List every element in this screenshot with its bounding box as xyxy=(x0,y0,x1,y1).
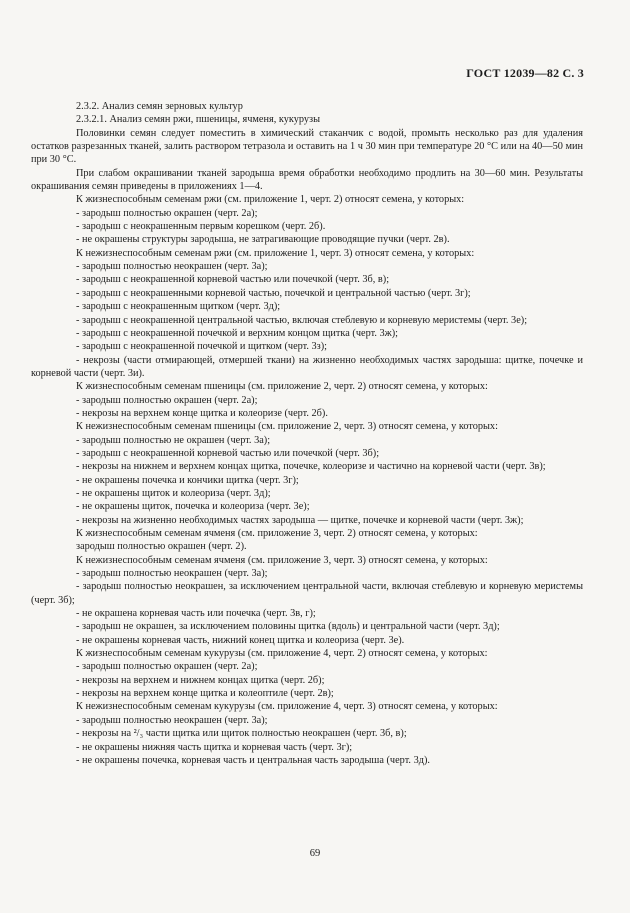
paragraph: - не окрашены почечка и кончики щитка (черт. 3г); xyxy=(76,474,299,486)
paragraph: - некрозы на верхнем конце щитка и колеоризе (черт. 2б). xyxy=(76,407,328,419)
section-subheading: 2.3.2.1. Анализ семян ржи, пшеницы, ячменя, кукурузы xyxy=(76,114,321,126)
paragraph: - зародыш полностью не окрашен (черт. 3а); xyxy=(76,434,271,446)
paragraph: - зародыш с неокрашенной корневой частью или почечкой (черт. 3б, в); xyxy=(76,274,390,286)
page-header: ГОСТ 12039—82 С. 3 xyxy=(466,66,584,80)
paragraph: - зародыш полностью неокрашен, за исключением центральной части, включая стеблевую и корневую меристемы (черт. 3б); xyxy=(31,581,583,606)
paragraph: - зародыш полностью неокрашен (черт. 3а); xyxy=(76,568,268,580)
paragraph: - зародыш с неокрашенной почечкой и верхним концом щитка (черт. 3ж); xyxy=(76,327,399,339)
paragraph: - некрозы на верхнем и нижнем концах щитка (черт. 2б); xyxy=(76,674,325,686)
paragraph: К жизнеспособным семенам пшеницы (см. приложение 2, черт. 2) относят семена, у которых: xyxy=(76,381,488,393)
paragraph: - зародыш не окрашен, за исключением половины щитка (вдоль) и центральной части (черт. 3д); xyxy=(76,621,500,633)
paragraph: - зародыш полностью окрашен (черт. 2а); xyxy=(76,394,258,406)
paragraph: Половинки семян следует поместить в химический стаканчик с водой, промыть несколько раз для удаления остатков разрезанных тканей, залить раствором тетразола и оставить на 1 ч 30 мин при температуре 20 °С или на 40—50 мин при 30 °С. xyxy=(31,127,583,166)
paragraph: - не окрашены нижняя часть щитка и корневая часть (черт. 3г); xyxy=(76,741,353,753)
paragraph: - зародыш с неокрашенным первым корешком (черт. 2б). xyxy=(76,221,326,233)
paragraph: К нежизнеспособным семенам ячменя (см. приложение 3, черт. 3) относят семена, у которых: xyxy=(76,554,488,566)
paragraph: - не окрашены щиток, почечка и колеориза (черт. 3е); xyxy=(76,501,310,513)
paragraph: - зародыш полностью неокрашен (черт. 3а); xyxy=(76,714,268,726)
paragraph: - не окрашены корневая часть, нижний конец щитка и колеориза (черт. 3е). xyxy=(76,634,405,646)
paragraph: - зародыш с неокрашенной почечкой и щитком (черт. 3з); xyxy=(76,341,328,353)
paragraph: - некрозы (части отмирающей, отмершей ткани) на жизненно необходимых частях зародыша: щитке, почечке и корневой части (черт. 3и). xyxy=(31,354,583,379)
paragraph: - зародыш с неокрашенной корневой частью или почечкой (черт. 3б); xyxy=(76,447,380,459)
page-number: 69 xyxy=(309,848,321,859)
paragraph: - зародыш с неокрашенной центральной частью, включая стеблевую и корневую меристемы (черт. 3е); xyxy=(76,314,528,326)
paragraph: - некрозы на жизненно необходимых частях зародыша — щитке, почечке и корневой части (черт. 3ж); xyxy=(76,514,524,526)
paragraph: зародыш полностью окрашен (черт. 2). xyxy=(76,541,247,553)
paragraph: К нежизнеспособным семенам кукурузы (см. приложение 4, черт. 3) относят семена, у которых: xyxy=(76,701,498,713)
paragraph: - зародыш с неокрашенными корневой частью, почечкой и центральной частью (черт. 3г); xyxy=(76,287,471,299)
paragraph: - некрозы на верхнем конце щитка и колеоптиле (черт. 2в); xyxy=(76,688,334,700)
section-heading: 2.3.2. Анализ семян зерновых культур xyxy=(76,101,243,112)
paragraph: К нежизнеспособным семенам ржи (см. приложение 1, черт. 3) относят семена, у которых: xyxy=(76,247,475,259)
paragraph: При слабом окрашивании тканей зародыша время обработки необходимо продлить на 30—60 мин. Результаты окрашивания семян приведены в приложениях 1—4. xyxy=(31,167,583,193)
paragraph: - некрозы на ²/₃ части щитка или щиток полностью неокрашен (черт. 3б, в); xyxy=(76,728,407,740)
document-body xyxy=(31,100,583,767)
paragraph: - зародыш полностью окрашен (черт. 2а); xyxy=(76,207,258,219)
paragraph-list xyxy=(31,127,583,768)
paragraph: К нежизнеспособным семенам пшеницы (см. приложение 2, черт. 3) относят семена, у которых: xyxy=(76,421,498,433)
paragraph: К жизнеспособным семенам ячменя (см. приложение 3, черт. 2) относят семена, у которых: xyxy=(76,528,478,539)
paragraph: - не окрашены структуры зародыша, не затрагивающие проводящие пучки (черт. 2в). xyxy=(76,234,450,246)
paragraph: К жизнеспособным семенам ржи (см. приложение 1, черт. 2) относят семена, у которых: xyxy=(76,194,465,206)
paragraph: К жизнеспособным семенам кукурузы (см. приложение 4, черт. 2) относят семена, у которых: xyxy=(76,648,488,660)
paragraph: - зародыш полностью окрашен (черт. 2а); xyxy=(76,661,258,673)
paragraph: - некрозы на нижнем и верхнем концах щитка, почечке, колеоризе и частично на корневой части (черт. 3в); xyxy=(76,461,546,473)
paragraph: - зародыш полностью неокрашен (черт. 3а); xyxy=(76,261,268,273)
paragraph: - не окрашена корневая часть или почечка (черт. 3в, г); xyxy=(76,608,316,620)
paragraph: - не окрашены щиток и колеориза (черт. 3д); xyxy=(76,487,271,499)
paragraph: - зародыш с неокрашенным щитком (черт. 3д); xyxy=(76,301,281,313)
paragraph: - не окрашены почечка, корневая часть и центральная часть зародыша (черт. 3д). xyxy=(76,754,430,766)
